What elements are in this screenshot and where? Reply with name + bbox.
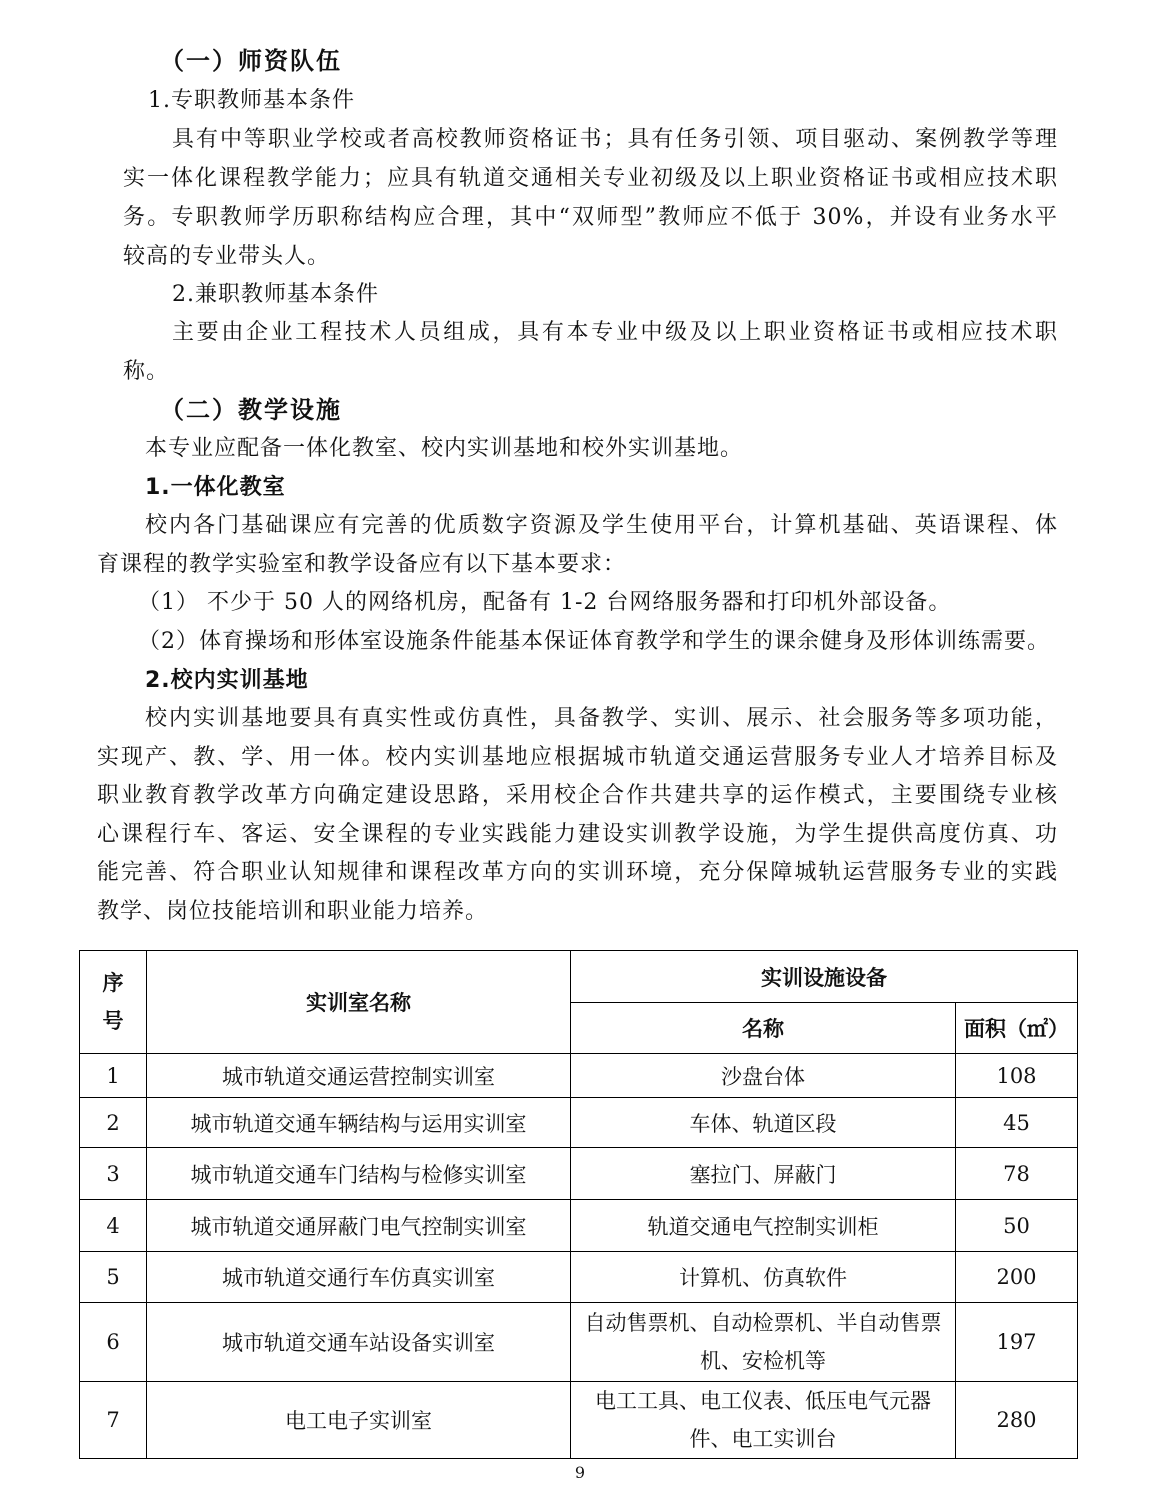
cell-area: 200 xyxy=(956,1252,1078,1303)
cell-room: 城市轨道交通车站设备实训室 xyxy=(147,1303,571,1382)
cell-no: 6 xyxy=(80,1303,147,1382)
paragraph-line: 称。 xyxy=(123,359,170,384)
section-title-faculty: （一）师资队伍 xyxy=(160,47,342,75)
cell-room: 城市轨道交通屏蔽门电气控制实训室 xyxy=(147,1200,571,1252)
cell-room: 电工电子实训室 xyxy=(147,1382,571,1459)
paragraph-line: 能完善、符合职业认知规律和课程改革方向的实训环境，充分保障城轨运营服务专业的实践 xyxy=(97,860,1058,885)
table-row xyxy=(80,1303,1078,1382)
cell-equipment: 沙盘台体 xyxy=(571,1054,956,1098)
cell-equipment: 塞拉门、屏蔽门 xyxy=(571,1148,956,1200)
cell-area: 280 xyxy=(956,1382,1078,1459)
requirement-item: （1） 不少于 50 人的网络机房，配备有 1-2 台网络服务器和打印机外部设备。 xyxy=(138,590,952,615)
cell-room: 城市轨道交通行车仿真实训室 xyxy=(147,1252,571,1303)
requirement-item: （2）体育操场和形体室设施条件能基本保证体育教学和学生的课余健身及形体训练需要。 xyxy=(138,629,1051,654)
cell-area: 50 xyxy=(956,1200,1078,1252)
table-header-row xyxy=(80,951,1078,1003)
table-row xyxy=(80,1148,1078,1200)
header-room-name: 实训室名称 xyxy=(147,951,571,1054)
cell-area: 108 xyxy=(956,1054,1078,1098)
cell-no: 2 xyxy=(80,1098,147,1148)
table-row xyxy=(80,1054,1078,1098)
paragraph-line: 具有中等职业学校或者高校教师资格证书；具有任务引领、项目驱动、案例教学等理 xyxy=(172,127,1058,152)
subsection-title-fulltime: 1.专职教师基本条件 xyxy=(148,88,355,113)
paragraph-line: 校内实训基地要具有真实性或仿真性，具备教学、实训、展示、社会服务等多项功能， xyxy=(145,706,1058,731)
cell-no: 1 xyxy=(80,1054,147,1098)
header-equipment: 实训设施设备 xyxy=(571,951,1078,1003)
cell-no: 5 xyxy=(80,1252,147,1303)
subsection-title-parttime: 2.兼职教师基本条件 xyxy=(172,282,379,307)
subsection-title-classroom: 1.一体化教室 xyxy=(145,475,286,500)
cell-equipment: 计算机、仿真软件 xyxy=(571,1252,956,1303)
cell-equipment: 轨道交通电气控制实训柜 xyxy=(571,1200,956,1252)
table-row xyxy=(80,1252,1078,1303)
cell-room: 城市轨道交通车门结构与检修实训室 xyxy=(147,1148,571,1200)
paragraph-line: 校内各门基础课应有完善的优质数字资源及学生使用平台，计算机基础、英语课程、体 xyxy=(145,513,1058,538)
training-facility-table xyxy=(79,950,1078,1459)
cell-no: 4 xyxy=(80,1200,147,1252)
paragraph-line: 育课程的教学实验室和教学设备应有以下基本要求： xyxy=(97,552,627,577)
table-row xyxy=(80,1200,1078,1252)
cell-equipment: 自动售票机、自动检票机、半自动售票机、安检机等 xyxy=(571,1303,956,1382)
cell-equipment: 电工工具、电工仪表、低压电气元器件、电工实训台 xyxy=(571,1382,956,1459)
cell-no: 3 xyxy=(80,1148,147,1200)
paragraph-line: 主要由企业工程技术人员组成，具有本专业中级及以上职业资格证书或相应技术职 xyxy=(172,320,1058,345)
cell-area: 78 xyxy=(956,1148,1078,1200)
table-row xyxy=(80,1098,1078,1148)
header-equipment-name: 名称 xyxy=(571,1003,956,1054)
section-title-facilities: （二）教学设施 xyxy=(160,396,342,424)
paragraph-line: 本专业应配备一体化教室、校内实训基地和校外实训基地。 xyxy=(145,436,744,461)
table-row xyxy=(80,1382,1078,1459)
paragraph-line: 职业教育教学改革方向确定建设思路，采用校企合作共建共享的运作模式，主要围绕专业核 xyxy=(97,783,1058,808)
paragraph-line: 实现产、教、学、用一体。校内实训基地应根据城市轨道交通运营服务专业人才培养目标及 xyxy=(97,745,1058,770)
paragraph-line: 务。专职教师学历职称结构应合理，其中“双师型”教师应不低于 30%，并设有业务水平 xyxy=(123,205,1058,230)
cell-room: 城市轨道交通车辆结构与运用实训室 xyxy=(147,1098,571,1148)
subsection-title-base: 2.校内实训基地 xyxy=(145,668,309,693)
page-number: 9 xyxy=(574,1463,586,1482)
paragraph-line: 实一体化课程教学能力；应具有轨道交通相关专业初级及以上职业资格证书或相应技术职 xyxy=(123,166,1058,191)
cell-area: 197 xyxy=(956,1303,1078,1382)
paragraph-line: 教学、岗位技能培训和职业能力培养。 xyxy=(97,899,489,924)
header-no: 序 号 xyxy=(80,951,147,1054)
paragraph-line: 心课程行车、客运、安全课程的专业实践能力建设实训教学设施，为学生提供高度仿真、功 xyxy=(97,822,1058,847)
cell-equipment: 车体、轨道区段 xyxy=(571,1098,956,1148)
cell-area: 45 xyxy=(956,1098,1078,1148)
header-area: 面积（㎡） xyxy=(956,1003,1078,1054)
cell-no: 7 xyxy=(80,1382,147,1459)
paragraph-line: 较高的专业带头人。 xyxy=(123,244,331,269)
cell-room: 城市轨道交通运营控制实训室 xyxy=(147,1054,571,1098)
